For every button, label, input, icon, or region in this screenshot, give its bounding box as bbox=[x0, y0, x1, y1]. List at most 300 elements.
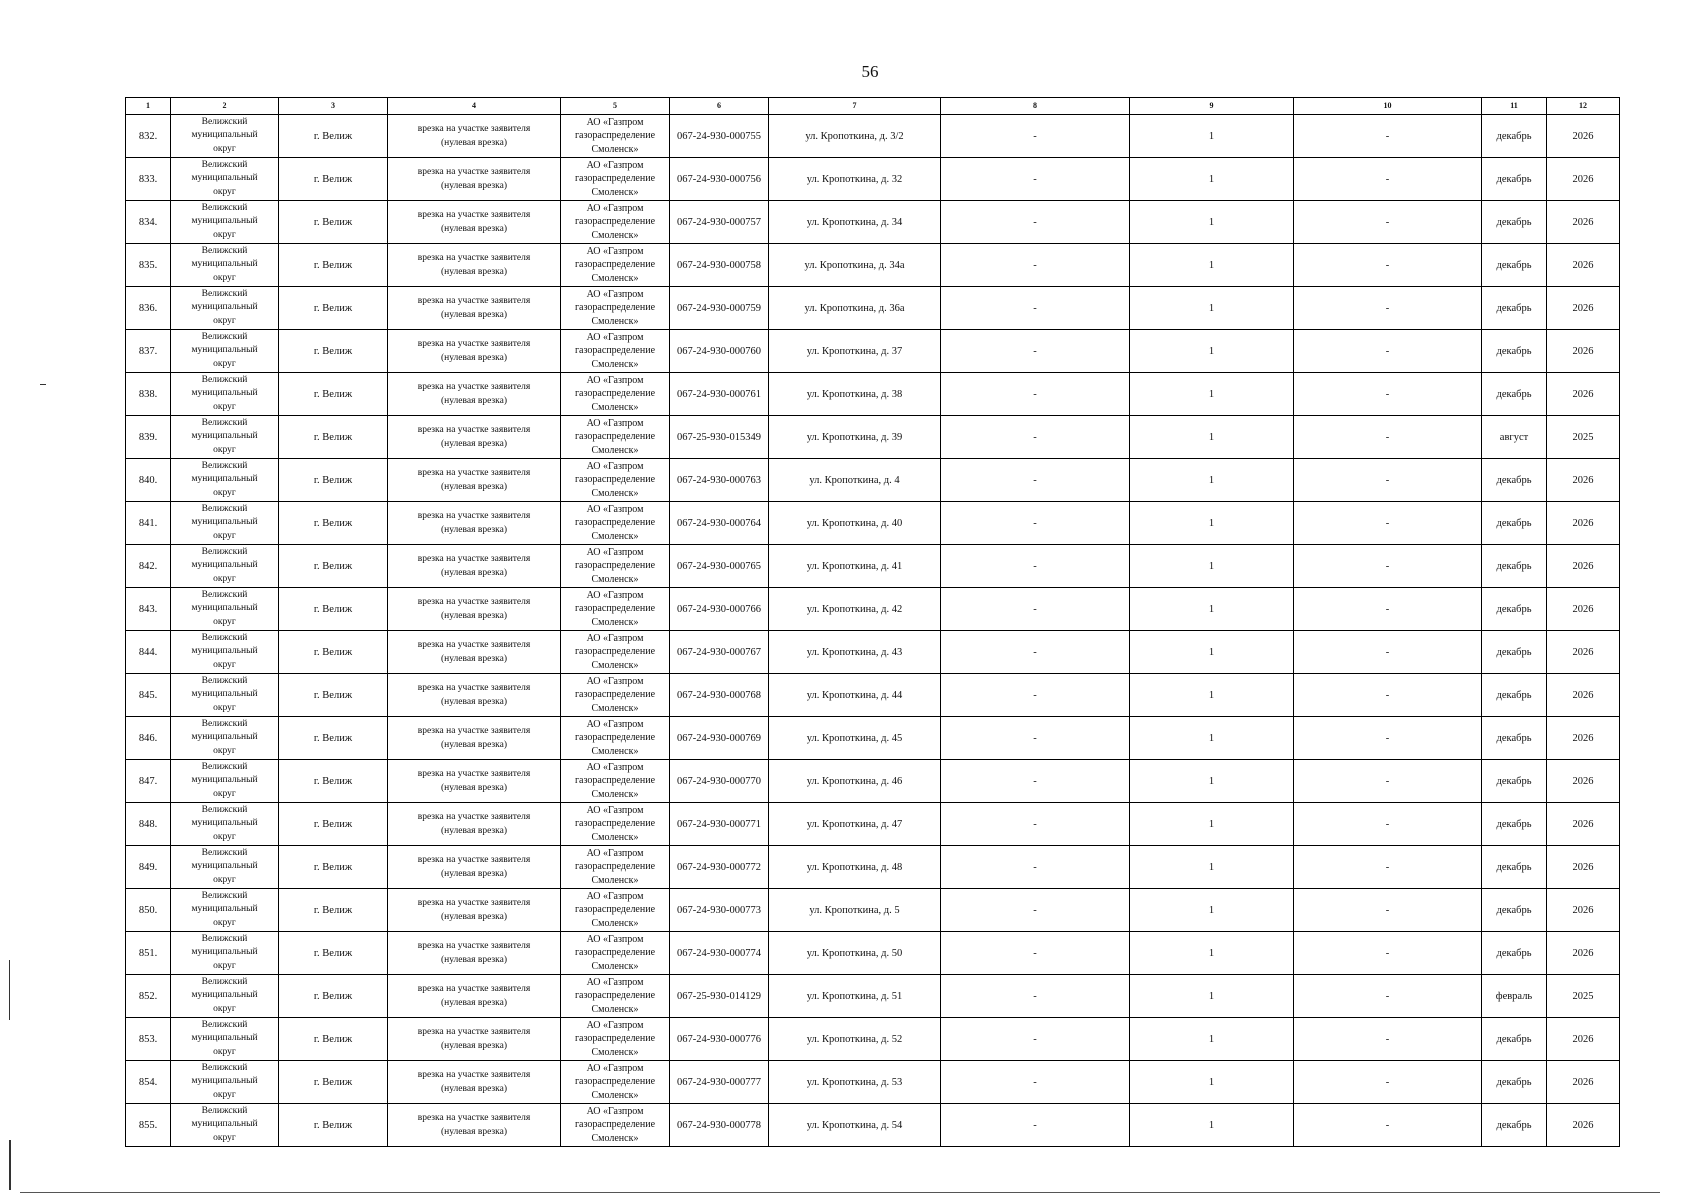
organization-cell bbox=[561, 158, 670, 201]
year-cell: 2026 bbox=[1547, 287, 1620, 330]
request-code-cell: 067-24-930-000773 bbox=[670, 889, 769, 932]
connection-type-cell bbox=[388, 631, 561, 674]
address-cell: ул. Кропоткина, д. 42 bbox=[769, 588, 941, 631]
organization-cell-line: Смоленск» bbox=[591, 229, 639, 241]
district-cell bbox=[171, 1061, 279, 1104]
column-8-cell: - bbox=[941, 717, 1130, 760]
column-9-cell: 1 bbox=[1130, 975, 1294, 1018]
city-cell: г. Велиж bbox=[279, 1018, 388, 1061]
column-8-cell: - bbox=[941, 1018, 1130, 1061]
column-10-cell: - bbox=[1294, 373, 1482, 416]
district-cell-line: округ bbox=[213, 874, 236, 885]
connection-type-cell-line: (нулевая врезка) bbox=[440, 783, 508, 793]
row-number: 853. bbox=[126, 1018, 171, 1061]
district-cell-line: Велижский bbox=[201, 1062, 248, 1073]
district-cell-line: муниципальный bbox=[191, 1033, 258, 1044]
request-code-cell: 067-24-930-000763 bbox=[670, 459, 769, 502]
district-cell-line: Велижский bbox=[201, 503, 248, 514]
row-number: 838. bbox=[126, 373, 171, 416]
connection-type-cell bbox=[388, 1104, 561, 1147]
district-cell-line: Велижский bbox=[201, 890, 248, 901]
district-cell-line: округ bbox=[213, 315, 236, 326]
connection-type-cell bbox=[388, 846, 561, 889]
district-cell-line: муниципальный bbox=[191, 431, 258, 442]
organization-cell-line: газораспределение bbox=[574, 474, 656, 486]
request-code-cell: 067-24-930-000770 bbox=[670, 760, 769, 803]
column-8-cell: - bbox=[941, 1061, 1130, 1104]
connection-type-cell-line: врезка на участке заявителя bbox=[417, 769, 531, 779]
organization-cell-line: Смоленск» bbox=[591, 1132, 639, 1144]
district-cell bbox=[171, 889, 279, 932]
organization-cell-line: газораспределение bbox=[574, 775, 656, 787]
district-cell-line: округ bbox=[213, 917, 236, 928]
organization-cell-line: АО «Газпром bbox=[586, 847, 644, 859]
row-number: 847. bbox=[126, 760, 171, 803]
organization-cell bbox=[561, 1061, 670, 1104]
city-cell: г. Велиж bbox=[279, 330, 388, 373]
organization-cell-line: Смоленск» bbox=[591, 401, 639, 413]
table-row bbox=[126, 287, 1620, 330]
organization-cell-line: газораспределение bbox=[574, 130, 656, 142]
column-9-cell: 1 bbox=[1130, 889, 1294, 932]
district-cell-line: округ bbox=[213, 831, 236, 842]
table-row bbox=[126, 889, 1620, 932]
request-code-cell: 067-25-930-015349 bbox=[670, 416, 769, 459]
connection-type-cell-line: (нулевая врезка) bbox=[440, 353, 508, 363]
request-code-cell: 067-24-930-000766 bbox=[670, 588, 769, 631]
connection-type-cell bbox=[388, 588, 561, 631]
scan-dash bbox=[40, 384, 46, 385]
column-8-cell: - bbox=[941, 1104, 1130, 1147]
district-cell-line: Велижский bbox=[201, 933, 248, 944]
table-row bbox=[126, 803, 1620, 846]
column-9-cell: 1 bbox=[1130, 932, 1294, 975]
column-8-cell: - bbox=[941, 502, 1130, 545]
organization-cell-line: Смоленск» bbox=[591, 444, 639, 456]
connection-type-cell-line: (нулевая врезка) bbox=[440, 525, 508, 535]
column-10-cell: - bbox=[1294, 975, 1482, 1018]
column-10-cell: - bbox=[1294, 932, 1482, 975]
row-number: 834. bbox=[126, 201, 171, 244]
organization-cell-line: газораспределение bbox=[574, 1119, 656, 1131]
request-code-cell: 067-24-930-000758 bbox=[670, 244, 769, 287]
connection-type-cell bbox=[388, 1018, 561, 1061]
request-code-cell: 067-24-930-000756 bbox=[670, 158, 769, 201]
request-code-cell: 067-24-930-000771 bbox=[670, 803, 769, 846]
district-cell bbox=[171, 201, 279, 244]
row-number: 850. bbox=[126, 889, 171, 932]
city-cell: г. Велиж bbox=[279, 631, 388, 674]
month-cell: декабрь bbox=[1482, 889, 1547, 932]
column-8-cell: - bbox=[941, 287, 1130, 330]
district-cell-line: муниципальный bbox=[191, 990, 258, 1001]
district-cell bbox=[171, 975, 279, 1018]
connection-type-cell-line: врезка на участке заявителя bbox=[417, 167, 531, 177]
month-cell: декабрь bbox=[1482, 373, 1547, 416]
month-cell: декабрь bbox=[1482, 115, 1547, 158]
column-10-cell: - bbox=[1294, 416, 1482, 459]
row-number: 845. bbox=[126, 674, 171, 717]
column-header-9: 9 bbox=[1130, 98, 1294, 115]
column-9-cell: 1 bbox=[1130, 846, 1294, 889]
organization-cell-line: газораспределение bbox=[574, 990, 656, 1002]
scan-edge-mark bbox=[9, 960, 10, 1020]
address-cell: ул. Кропоткина, д. 37 bbox=[769, 330, 941, 373]
table-row bbox=[126, 201, 1620, 244]
connection-type-cell bbox=[388, 932, 561, 975]
organization-cell-line: АО «Газпром bbox=[586, 933, 644, 945]
column-9-cell: 1 bbox=[1130, 287, 1294, 330]
connection-type-cell bbox=[388, 330, 561, 373]
organization-cell bbox=[561, 889, 670, 932]
district-cell-line: Велижский bbox=[201, 288, 248, 299]
organization-cell-line: Смоленск» bbox=[591, 530, 639, 542]
connection-type-cell-line: (нулевая врезка) bbox=[440, 826, 508, 836]
organization-cell-line: Смоленск» bbox=[591, 272, 639, 284]
column-10-cell: - bbox=[1294, 1061, 1482, 1104]
row-number: 849. bbox=[126, 846, 171, 889]
column-8-cell: - bbox=[941, 846, 1130, 889]
organization-cell-line: АО «Газпром bbox=[586, 589, 644, 601]
year-cell: 2025 bbox=[1547, 975, 1620, 1018]
row-number: 837. bbox=[126, 330, 171, 373]
year-cell: 2025 bbox=[1547, 416, 1620, 459]
organization-cell bbox=[561, 545, 670, 588]
year-cell: 2026 bbox=[1547, 244, 1620, 287]
connection-type-cell-line: врезка на участке заявителя bbox=[417, 941, 531, 951]
city-cell: г. Велиж bbox=[279, 588, 388, 631]
column-8-cell: - bbox=[941, 373, 1130, 416]
city-cell: г. Велиж bbox=[279, 674, 388, 717]
column-header-6: 6 bbox=[670, 98, 769, 115]
request-code-cell: 067-24-930-000759 bbox=[670, 287, 769, 330]
column-10-cell: - bbox=[1294, 803, 1482, 846]
column-8-cell: - bbox=[941, 631, 1130, 674]
year-cell: 2026 bbox=[1547, 717, 1620, 760]
connection-type-cell-line: (нулевая врезка) bbox=[440, 181, 508, 191]
column-9-cell: 1 bbox=[1130, 244, 1294, 287]
column-10-cell: - bbox=[1294, 459, 1482, 502]
district-cell-line: Велижский bbox=[201, 976, 248, 987]
organization-cell-line: АО «Газпром bbox=[586, 761, 644, 773]
organization-cell-line: АО «Газпром bbox=[586, 890, 644, 902]
address-cell: ул. Кропоткина, д. 44 bbox=[769, 674, 941, 717]
organization-cell bbox=[561, 803, 670, 846]
connection-type-cell-line: (нулевая врезка) bbox=[440, 654, 508, 664]
year-cell: 2026 bbox=[1547, 502, 1620, 545]
organization-cell-line: АО «Газпром bbox=[586, 159, 644, 171]
organization-cell-line: газораспределение bbox=[574, 646, 656, 658]
year-cell: 2026 bbox=[1547, 158, 1620, 201]
district-cell-line: округ bbox=[213, 358, 236, 369]
organization-cell-line: АО «Газпром bbox=[586, 331, 644, 343]
connection-type-cell-line: (нулевая врезка) bbox=[440, 611, 508, 621]
organization-cell-line: АО «Газпром bbox=[586, 804, 644, 816]
column-9-cell: 1 bbox=[1130, 416, 1294, 459]
column-10-cell: - bbox=[1294, 588, 1482, 631]
column-10-cell: - bbox=[1294, 545, 1482, 588]
column-8-cell: - bbox=[941, 760, 1130, 803]
district-cell bbox=[171, 932, 279, 975]
register-table bbox=[125, 97, 1620, 1147]
organization-cell-line: Смоленск» bbox=[591, 616, 639, 628]
organization-cell-line: газораспределение bbox=[574, 861, 656, 873]
city-cell: г. Велиж bbox=[279, 1104, 388, 1147]
district-cell-line: округ bbox=[213, 960, 236, 971]
year-cell: 2026 bbox=[1547, 1018, 1620, 1061]
organization-cell-line: АО «Газпром bbox=[586, 546, 644, 558]
year-cell: 2026 bbox=[1547, 760, 1620, 803]
connection-type-cell-line: врезка на участке заявителя bbox=[417, 683, 531, 693]
column-header-10: 10 bbox=[1294, 98, 1482, 115]
connection-type-cell-line: врезка на участке заявителя bbox=[417, 554, 531, 564]
connection-type-cell-line: (нулевая врезка) bbox=[440, 568, 508, 578]
column-9-cell: 1 bbox=[1130, 330, 1294, 373]
connection-type-cell-line: врезка на участке заявителя bbox=[417, 124, 531, 134]
table-row bbox=[126, 1018, 1620, 1061]
row-number: 841. bbox=[126, 502, 171, 545]
connection-type-cell-line: врезка на участке заявителя bbox=[417, 296, 531, 306]
column-10-cell: - bbox=[1294, 846, 1482, 889]
organization-cell-line: газораспределение bbox=[574, 947, 656, 959]
district-cell-line: округ bbox=[213, 1132, 236, 1143]
connection-type-cell-line: врезка на участке заявителя bbox=[417, 640, 531, 650]
connection-type-cell bbox=[388, 803, 561, 846]
connection-type-cell-line: врезка на участке заявителя bbox=[417, 511, 531, 521]
column-9-cell: 1 bbox=[1130, 201, 1294, 244]
organization-cell bbox=[561, 330, 670, 373]
year-cell: 2026 bbox=[1547, 889, 1620, 932]
organization-cell-line: АО «Газпром bbox=[586, 288, 644, 300]
column-10-cell: - bbox=[1294, 1018, 1482, 1061]
city-cell: г. Велиж bbox=[279, 373, 388, 416]
district-cell-line: муниципальный bbox=[191, 173, 258, 184]
district-cell-line: округ bbox=[213, 788, 236, 799]
year-cell: 2026 bbox=[1547, 459, 1620, 502]
row-number: 846. bbox=[126, 717, 171, 760]
column-9-cell: 1 bbox=[1130, 373, 1294, 416]
column-8-cell: - bbox=[941, 201, 1130, 244]
district-cell-line: округ bbox=[213, 659, 236, 670]
table-row bbox=[126, 545, 1620, 588]
district-cell-line: муниципальный bbox=[191, 216, 258, 227]
organization-cell-line: газораспределение bbox=[574, 302, 656, 314]
column-8-cell: - bbox=[941, 330, 1130, 373]
district-cell-line: округ bbox=[213, 530, 236, 541]
request-code-cell: 067-24-930-000761 bbox=[670, 373, 769, 416]
column-header-2: 2 bbox=[171, 98, 279, 115]
connection-type-cell-line: (нулевая врезка) bbox=[440, 224, 508, 234]
organization-cell bbox=[561, 1018, 670, 1061]
connection-type-cell-line: врезка на участке заявителя bbox=[417, 339, 531, 349]
month-cell: декабрь bbox=[1482, 1018, 1547, 1061]
month-cell: декабрь bbox=[1482, 287, 1547, 330]
year-cell: 2026 bbox=[1547, 674, 1620, 717]
address-cell: ул. Кропоткина, д. 3/2 bbox=[769, 115, 941, 158]
request-code-cell: 067-24-930-000765 bbox=[670, 545, 769, 588]
connection-type-cell bbox=[388, 889, 561, 932]
district-cell-line: муниципальный bbox=[191, 388, 258, 399]
city-cell: г. Велиж bbox=[279, 760, 388, 803]
district-cell-line: округ bbox=[213, 229, 236, 240]
district-cell-line: Велижский bbox=[201, 718, 248, 729]
column-header-5: 5 bbox=[561, 98, 670, 115]
column-9-cell: 1 bbox=[1130, 1104, 1294, 1147]
organization-cell-line: газораспределение bbox=[574, 818, 656, 830]
column-8-cell: - bbox=[941, 545, 1130, 588]
row-number: 836. bbox=[126, 287, 171, 330]
address-cell: ул. Кропоткина, д. 40 bbox=[769, 502, 941, 545]
district-cell-line: Велижский bbox=[201, 804, 248, 815]
organization-cell-line: АО «Газпром bbox=[586, 417, 644, 429]
organization-cell-line: АО «Газпром bbox=[586, 116, 644, 128]
row-number: 832. bbox=[126, 115, 171, 158]
connection-type-cell-line: (нулевая врезка) bbox=[440, 439, 508, 449]
district-cell-line: Велижский bbox=[201, 1105, 248, 1116]
column-9-cell: 1 bbox=[1130, 717, 1294, 760]
organization-cell-line: Смоленск» bbox=[591, 702, 639, 714]
column-10-cell: - bbox=[1294, 760, 1482, 803]
request-code-cell: 067-24-930-000757 bbox=[670, 201, 769, 244]
district-cell-line: округ bbox=[213, 272, 236, 283]
month-cell: декабрь bbox=[1482, 459, 1547, 502]
organization-cell-line: Смоленск» bbox=[591, 831, 639, 843]
district-cell-line: Велижский bbox=[201, 847, 248, 858]
year-cell: 2026 bbox=[1547, 1104, 1620, 1147]
city-cell: г. Велиж bbox=[279, 545, 388, 588]
table-row bbox=[126, 631, 1620, 674]
month-cell: декабрь bbox=[1482, 201, 1547, 244]
column-8-cell: - bbox=[941, 158, 1130, 201]
district-cell-line: округ bbox=[213, 573, 236, 584]
connection-type-cell-line: врезка на участке заявителя bbox=[417, 597, 531, 607]
organization-cell-line: газораспределение bbox=[574, 345, 656, 357]
district-cell-line: округ bbox=[213, 143, 236, 154]
organization-cell bbox=[561, 502, 670, 545]
year-cell: 2026 bbox=[1547, 201, 1620, 244]
address-cell: ул. Кропоткина, д. 51 bbox=[769, 975, 941, 1018]
district-cell-line: округ bbox=[213, 487, 236, 498]
column-10-cell: - bbox=[1294, 287, 1482, 330]
city-cell: г. Велиж bbox=[279, 717, 388, 760]
city-cell: г. Велиж bbox=[279, 846, 388, 889]
address-cell: ул. Кропоткина, д. 5 bbox=[769, 889, 941, 932]
request-code-cell: 067-25-930-014129 bbox=[670, 975, 769, 1018]
month-cell: декабрь bbox=[1482, 1061, 1547, 1104]
district-cell-line: Велижский bbox=[201, 417, 248, 428]
request-code-cell: 067-24-930-000776 bbox=[670, 1018, 769, 1061]
table-row bbox=[126, 975, 1620, 1018]
district-cell-line: муниципальный bbox=[191, 603, 258, 614]
organization-cell-line: газораспределение bbox=[574, 216, 656, 228]
district-cell-line: муниципальный bbox=[191, 904, 258, 915]
district-cell-line: Велижский bbox=[201, 159, 248, 170]
address-cell: ул. Кропоткина, д. 50 bbox=[769, 932, 941, 975]
organization-cell bbox=[561, 459, 670, 502]
district-cell-line: округ bbox=[213, 186, 236, 197]
district-cell-line: Велижский bbox=[201, 245, 248, 256]
organization-cell-line: газораспределение bbox=[574, 173, 656, 185]
column-8-cell: - bbox=[941, 459, 1130, 502]
request-code-cell: 067-24-930-000767 bbox=[670, 631, 769, 674]
district-cell-line: муниципальный bbox=[191, 689, 258, 700]
district-cell bbox=[171, 459, 279, 502]
column-8-cell: - bbox=[941, 975, 1130, 1018]
column-8-cell: - bbox=[941, 889, 1130, 932]
city-cell: г. Велиж bbox=[279, 158, 388, 201]
connection-type-cell-line: (нулевая врезка) bbox=[440, 740, 508, 750]
district-cell-line: муниципальный bbox=[191, 732, 258, 743]
district-cell bbox=[171, 674, 279, 717]
organization-cell-line: газораспределение bbox=[574, 1076, 656, 1088]
organization-cell-line: газораспределение bbox=[574, 259, 656, 271]
month-cell: декабрь bbox=[1482, 1104, 1547, 1147]
table-row bbox=[126, 717, 1620, 760]
column-10-cell: - bbox=[1294, 717, 1482, 760]
district-cell bbox=[171, 760, 279, 803]
column-8-cell: - bbox=[941, 115, 1130, 158]
connection-type-cell bbox=[388, 674, 561, 717]
district-cell-line: Велижский bbox=[201, 374, 248, 385]
connection-type-cell-line: (нулевая врезка) bbox=[440, 396, 508, 406]
scan-bottom-line bbox=[20, 1192, 1660, 1193]
connection-type-cell bbox=[388, 416, 561, 459]
organization-cell bbox=[561, 846, 670, 889]
address-cell: ул. Кропоткина, д. 52 bbox=[769, 1018, 941, 1061]
column-9-cell: 1 bbox=[1130, 115, 1294, 158]
city-cell: г. Велиж bbox=[279, 975, 388, 1018]
column-9-cell: 1 bbox=[1130, 631, 1294, 674]
district-cell-line: Велижский bbox=[201, 460, 248, 471]
year-cell: 2026 bbox=[1547, 588, 1620, 631]
organization-cell bbox=[561, 373, 670, 416]
connection-type-cell bbox=[388, 158, 561, 201]
month-cell: февраль bbox=[1482, 975, 1547, 1018]
year-cell: 2026 bbox=[1547, 545, 1620, 588]
district-cell bbox=[171, 244, 279, 287]
column-10-cell: - bbox=[1294, 244, 1482, 287]
connection-type-cell-line: врезка на участке заявителя bbox=[417, 425, 531, 435]
month-cell: декабрь bbox=[1482, 502, 1547, 545]
city-cell: г. Велиж bbox=[279, 932, 388, 975]
district-cell-line: муниципальный bbox=[191, 818, 258, 829]
organization-cell-line: Смоленск» bbox=[591, 659, 639, 671]
district-cell bbox=[171, 1104, 279, 1147]
connection-type-cell-line: (нулевая врезка) bbox=[440, 138, 508, 148]
column-10-cell: - bbox=[1294, 889, 1482, 932]
address-cell: ул. Кропоткина, д. 41 bbox=[769, 545, 941, 588]
connection-type-cell bbox=[388, 717, 561, 760]
request-code-cell: 067-24-930-000768 bbox=[670, 674, 769, 717]
connection-type-cell-line: врезка на участке заявителя bbox=[417, 898, 531, 908]
month-cell: декабрь bbox=[1482, 545, 1547, 588]
connection-type-cell-line: врезка на участке заявителя bbox=[417, 253, 531, 263]
organization-cell-line: газораспределение bbox=[574, 560, 656, 572]
table-row bbox=[126, 1104, 1620, 1147]
organization-cell-line: АО «Газпром bbox=[586, 718, 644, 730]
table-body bbox=[126, 115, 1620, 1147]
column-8-cell: - bbox=[941, 416, 1130, 459]
district-cell bbox=[171, 1018, 279, 1061]
district-cell-line: Велижский bbox=[201, 589, 248, 600]
row-number: 842. bbox=[126, 545, 171, 588]
organization-cell-line: газораспределение bbox=[574, 603, 656, 615]
month-cell: декабрь bbox=[1482, 932, 1547, 975]
organization-cell-line: АО «Газпром bbox=[586, 675, 644, 687]
district-cell-line: Велижский bbox=[201, 675, 248, 686]
month-cell: август bbox=[1482, 416, 1547, 459]
organization-cell-line: Смоленск» bbox=[591, 186, 639, 198]
